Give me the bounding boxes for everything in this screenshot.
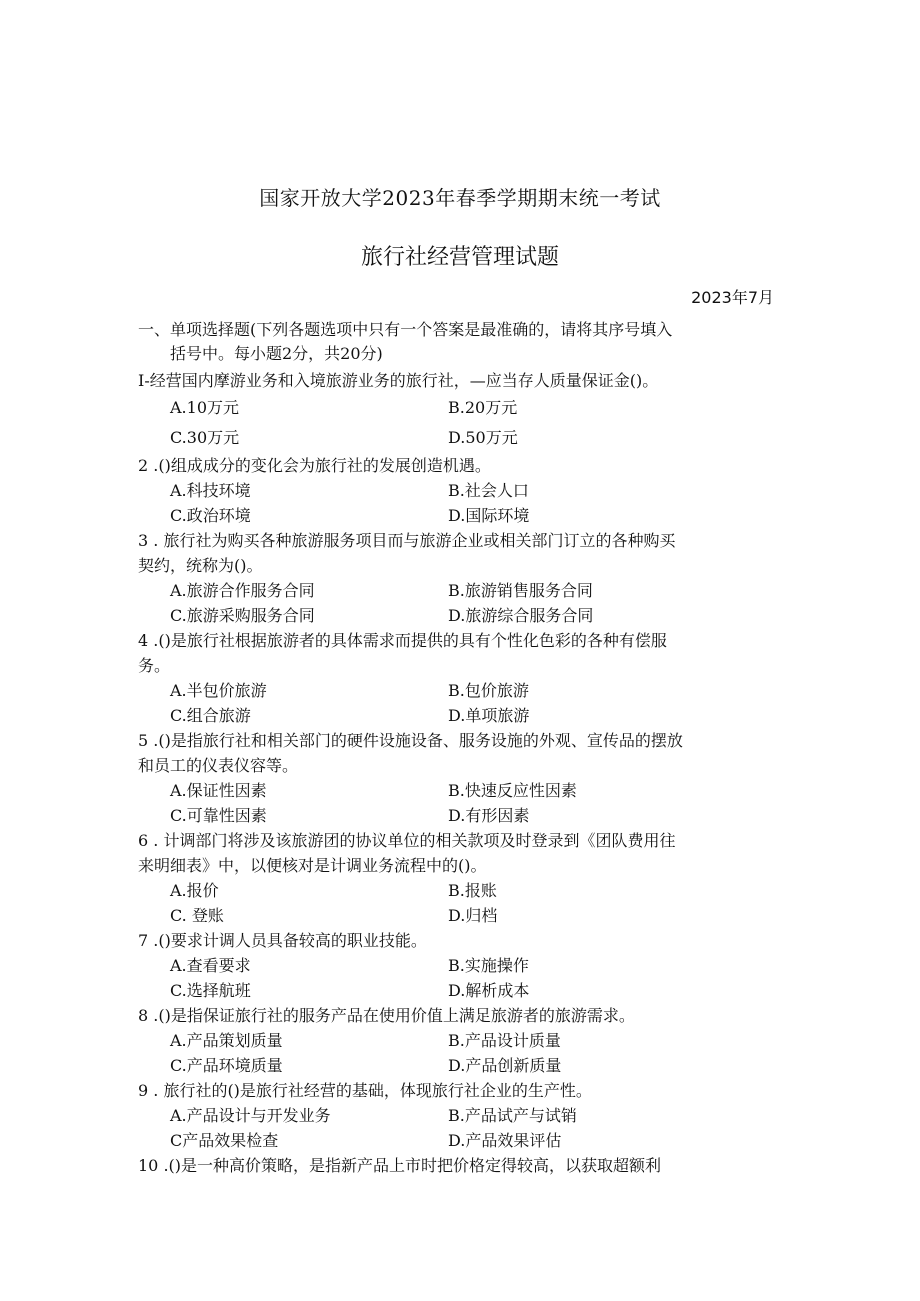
option-list <box>138 878 778 928</box>
option-a: A.产品设计与开发业务 <box>170 1106 331 1125</box>
option-list <box>138 1103 778 1153</box>
option-c: C.旅游采购服务合同 <box>170 606 315 625</box>
paper-title: 旅行社经营管理试题 <box>360 245 559 270</box>
question-9 <box>138 1078 778 1153</box>
option-a: A.科技环境 <box>170 481 251 500</box>
question-3 <box>138 528 778 628</box>
option-d: D.产品效果评估 <box>448 1131 562 1150</box>
option-c: C.选择航班 <box>170 981 251 1000</box>
question-stem: 2 .()组成成分的变化会为旅行社的发展创造机遇。 <box>138 456 491 475</box>
option-b: B.20万元 <box>448 398 518 417</box>
question-stem: 8 .()是指保证旅行社的服务产品在使用价值上满足旅游者的旅游需求。 <box>138 1006 635 1025</box>
question-stem: I-经营国内摩游业务和入境旅游业务的旅行社，—应当存人质量保证金()。 <box>138 371 659 390</box>
question-6 <box>138 828 778 928</box>
option-d: D.单项旅游 <box>448 706 530 725</box>
option-list <box>138 478 778 528</box>
question-stem: 4 .()是旅行社根据旅游者的具体需求而提供的具有个性化色彩的各种有偿服 <box>138 631 667 650</box>
option-a: A.保证性因素 <box>170 781 267 800</box>
question-stem-cont: 务。 <box>138 656 171 675</box>
option-c: C.政治环境 <box>170 506 251 525</box>
option-b: B.报账 <box>448 881 497 900</box>
question-10 <box>138 1153 778 1178</box>
option-c: C.产品环境质量 <box>170 1056 283 1075</box>
option-list <box>138 678 778 728</box>
option-c: C产品效果检查 <box>170 1131 279 1150</box>
section-heading: 一、单项选择题(下列各题选项中只有一个答案是最准确的，请将其序号填入 <box>138 320 673 339</box>
option-a: A.半包价旅游 <box>170 681 267 700</box>
question-1 <box>138 368 778 453</box>
option-c: C.组合旅游 <box>170 706 251 725</box>
option-d: D.50万元 <box>448 428 518 447</box>
question-4 <box>138 628 778 728</box>
option-d: D.产品创新质量 <box>448 1056 562 1075</box>
option-b: B.旅游销售服务合同 <box>448 581 593 600</box>
option-b: B.产品试产与试销 <box>448 1106 577 1125</box>
option-a: A.产品策划质量 <box>170 1031 283 1050</box>
option-list <box>138 393 778 453</box>
exam-title: 国家开放大学2023年春季学期期末统一考试 <box>259 186 661 210</box>
option-d: D.旅游综合服务合同 <box>448 606 594 625</box>
option-b: B.实施操作 <box>448 956 529 975</box>
question-8 <box>138 1003 778 1078</box>
option-list <box>138 778 778 828</box>
exam-date: 2023年7月 <box>691 288 774 307</box>
option-d: D.解析成本 <box>448 981 530 1000</box>
option-list <box>138 578 778 628</box>
question-stem: 3 . 旅行社为购买各种旅游服务项目而与旅游企业或相关部门订立的各种购买 <box>138 531 676 550</box>
option-b: B.社会人口 <box>448 481 529 500</box>
option-c: C. 登账 <box>170 906 224 925</box>
question-stem: 5 .()是指旅行社和相关部门的硬件设施设备、服务设施的外观、宣传品的摆放 <box>138 731 683 750</box>
option-c: C.可靠性因素 <box>170 806 267 825</box>
option-b: B.包价旅游 <box>448 681 529 700</box>
option-d: D.归档 <box>448 906 498 925</box>
option-list <box>138 1028 778 1078</box>
option-d: D.国际环境 <box>448 506 530 525</box>
option-c: C.30万元 <box>170 428 240 447</box>
option-a: A.10万元 <box>170 398 240 417</box>
question-stem: 6 . 计调部门将涉及该旅游团的协议单位的相关款项及时登录到《团队费用往 <box>138 831 676 850</box>
question-2 <box>138 453 778 528</box>
option-a: A.报价 <box>170 881 219 900</box>
question-stem: 10 .()是一种高价策略，是指新产品上市时把价格定得较高，以获取超额利 <box>138 1156 662 1175</box>
option-d: D.有形因素 <box>448 806 530 825</box>
section-heading-cont: 括号中。每小题2分，共20分) <box>170 344 383 363</box>
question-5 <box>138 728 778 828</box>
question-stem: 9 . 旅行社的()是旅行社经营的基础，体现旅行社企业的生产性。 <box>138 1081 592 1100</box>
option-b: B.快速反应性因素 <box>448 781 577 800</box>
question-stem-cont: 契约，统称为()。 <box>138 556 263 575</box>
option-list <box>138 953 778 1003</box>
question-list <box>138 368 778 1178</box>
option-a: A.旅游合作服务合同 <box>170 581 315 600</box>
question-stem-cont: 来明细表》中，以便核对是计调业务流程中的()。 <box>138 856 487 875</box>
question-7 <box>138 928 778 1003</box>
option-b: B.产品设计质量 <box>448 1031 561 1050</box>
question-stem: 7 .()要求计调人员具备较高的职业技能。 <box>138 931 427 950</box>
question-stem-cont: 和员工的仪表仪容等。 <box>138 756 299 775</box>
section-instructions <box>138 318 778 366</box>
option-a: A.查看要求 <box>170 956 251 975</box>
